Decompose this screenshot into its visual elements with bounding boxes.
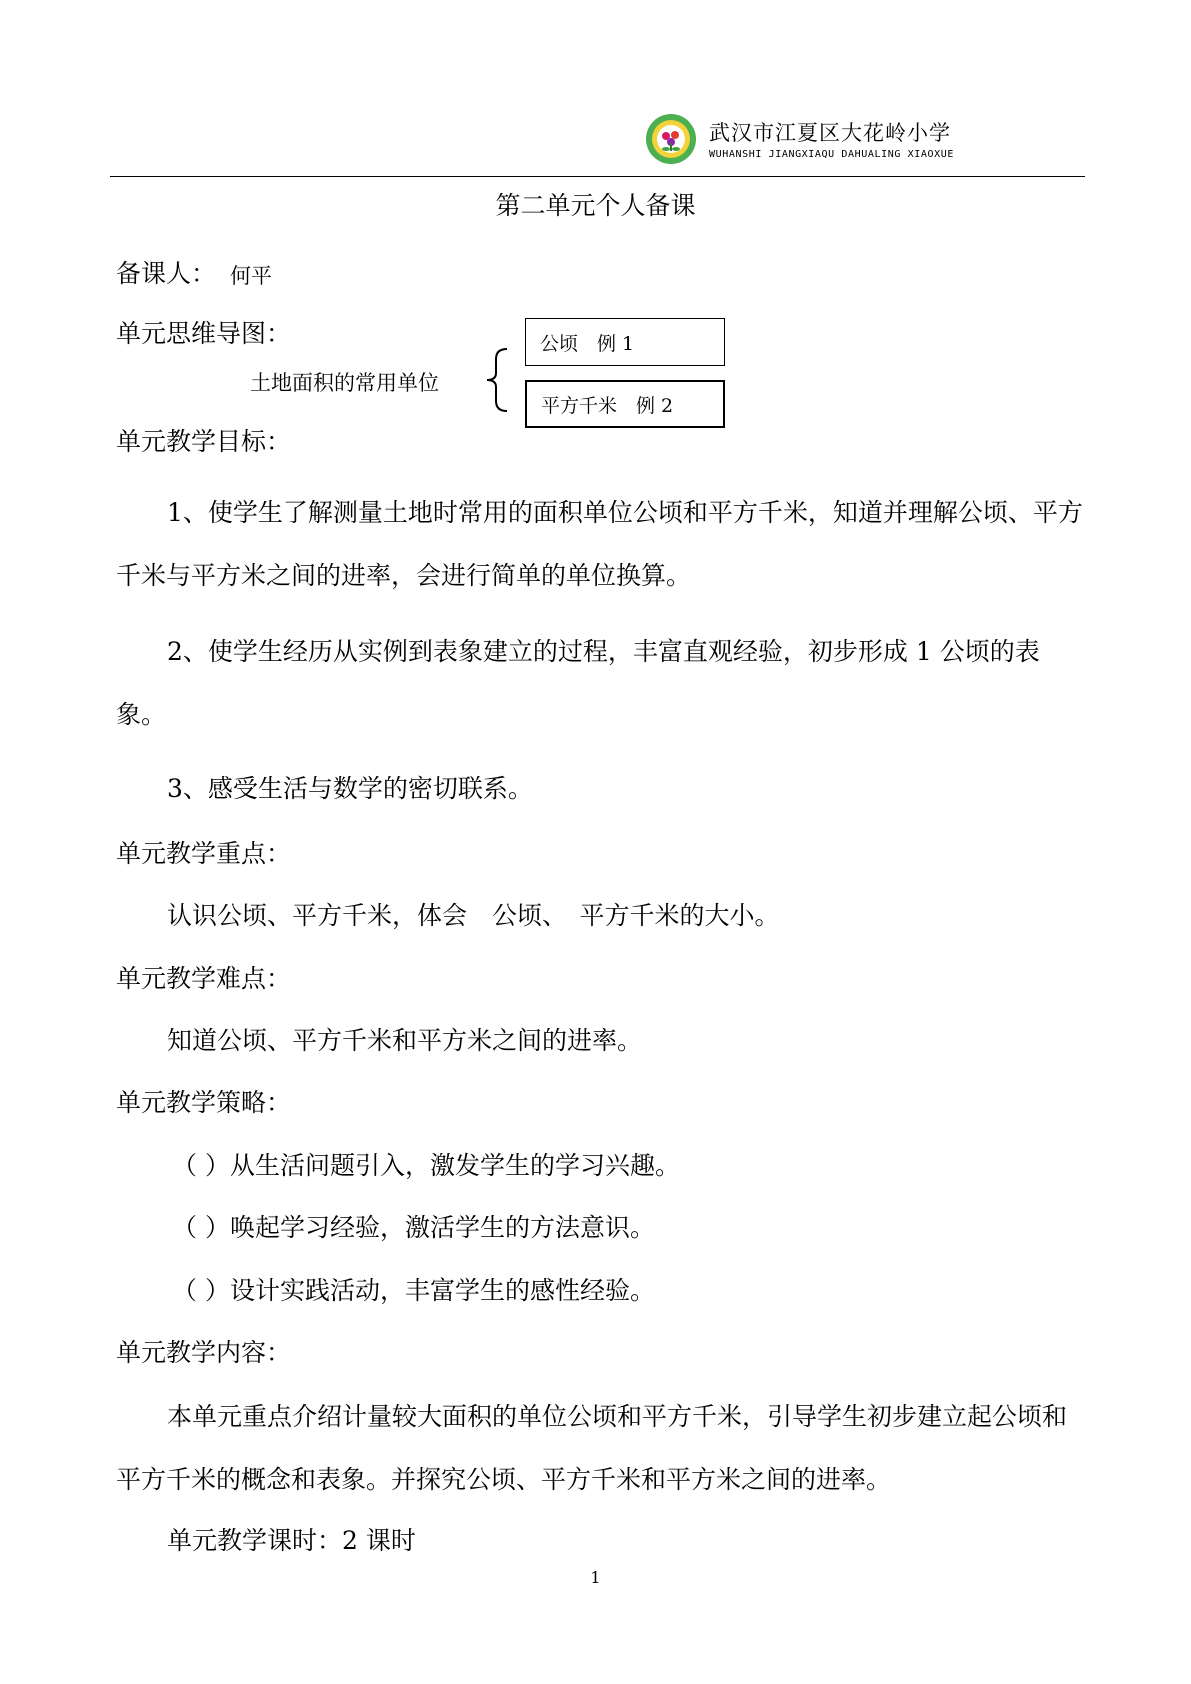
goals-heading: 单元教学目标： [116,427,292,456]
brace-icon [483,347,513,413]
school-name-pinyin: WUHANSHI JIANGXIAQU DAHUALING XIAOXUE [709,149,954,160]
strategies-heading: 单元教学策略： [116,1088,292,1117]
author-name: 何平 [230,264,272,288]
difficulties-text: 知道公顷、平方千米和平方米之间的进率。 [167,1026,643,1055]
goal-item: 2、使学生经历从实例到表象建立的过程，丰富直观经验，初步形成 1 公顷的表象。 [116,637,1040,729]
author-label: 备课人： [116,259,217,288]
header-divider [110,176,1085,177]
key-points-text: 认识公顷、平方千米，体会 公顷、 平方千米的大小。 [167,901,780,930]
class-hours: 单元教学课时：2 课时 [167,1526,416,1555]
school-name: 武汉市江夏区大花岭小学 [709,121,951,145]
difficulties-heading: 单元教学难点： [116,964,292,993]
mind-map-root: 土地面积的常用单位 [250,371,439,395]
mind-map-branch: 平方千米 例 2 [525,380,725,428]
mind-map-label: 单元思维导图： [116,319,292,348]
goal-item: 3、感受生活与数学的密切联系。 [167,774,533,803]
strategy-item: （ ）从生活问题引入，激发学生的学习兴趣。 [172,1151,680,1180]
key-points-heading: 单元教学重点： [116,839,292,868]
page-number: 1 [590,1568,601,1587]
strategy-item: （ ）唤起学习经验，激活学生的方法意识。 [172,1213,655,1242]
goal-item: 1、使学生了解测量土地时常用的面积单位公顷和平方千米，知道并理解公顷、平方千米与平方米之间的进率，会进行简单的单位换算。 [116,498,1083,590]
school-emblem-icon [645,113,697,165]
strategy-item: （ ）设计实践活动，丰富学生的感性经验。 [172,1276,655,1305]
mind-map-branch: 公顷 例 1 [525,318,725,366]
content-heading: 单元教学内容： [116,1338,292,1367]
content-text: 本单元重点介绍计量较大面积的单位公顷和平方千米，引导学生初步建立起公顷和平方千米的概念和表象。并探究公顷、平方千米和平方米之间的进率。 [116,1402,1068,1494]
page-title: 第二单元个人备课 [495,191,696,220]
